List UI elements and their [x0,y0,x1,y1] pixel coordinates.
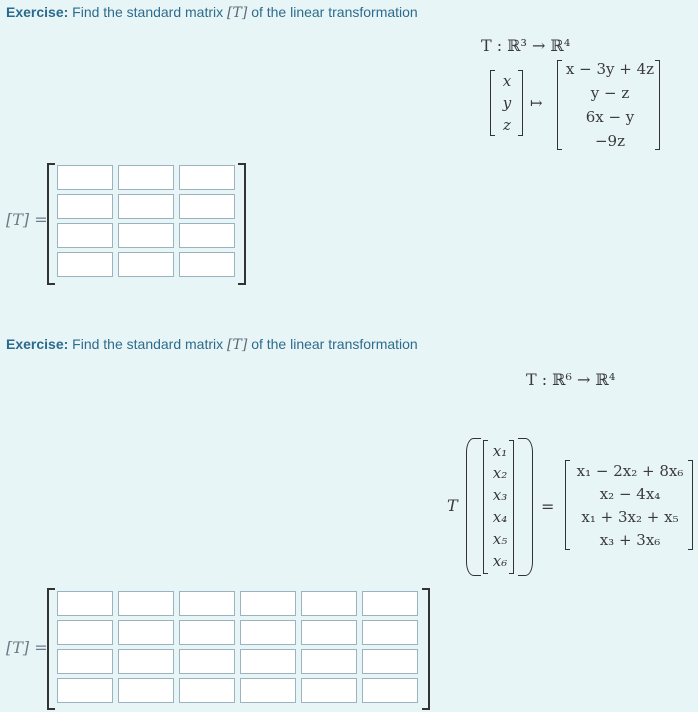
heading-tail: of the linear transformation [251,4,418,20]
vector-entry: z [503,116,511,134]
matrix-entry-input[interactable] [180,224,234,247]
matrix-cell-r2-c3[interactable] [179,194,235,219]
heading-symbol: [T] [227,5,248,21]
vector-entry: x₅ [492,530,508,548]
matrix-entry-input[interactable] [119,195,173,218]
output-vector-1 [560,60,660,150]
bracket-left [490,70,495,136]
matrix-cell-r1-c1[interactable] [57,591,113,616]
matrix-cell-r3-c1[interactable] [57,223,113,248]
matrix-cell-r3-c4[interactable] [240,649,296,674]
equals-sign: = [541,497,555,516]
matrix-cell-r4-c1[interactable] [57,678,113,703]
matrix-cell-r1-c2[interactable] [118,591,174,616]
vector-entry: x₂ − 4x₄ [599,485,661,503]
matrix-entry-input[interactable] [119,679,173,702]
matrix-cell-r4-c3[interactable] [179,252,235,277]
transformation-map-2: T : ℝ⁶ → ℝ⁴ [526,370,616,389]
matrix-cell-r3-c5[interactable] [301,649,357,674]
exercise-label: Exercise: [6,336,69,352]
matrix-cell-r3-c2[interactable] [118,223,174,248]
exercise-label: Exercise: [6,4,69,20]
matrix-entry-input[interactable] [180,650,234,673]
matrix-cell-r1-c5[interactable] [301,591,357,616]
matrix-cell-r3-c2[interactable] [118,649,174,674]
bracket-right [688,460,693,550]
bracket-right [655,60,660,150]
matrix-cell-r4-c2[interactable] [118,678,174,703]
matrix-entry-input[interactable] [302,679,356,702]
matrix-entry-input[interactable] [58,592,112,615]
matrix-cell-r2-c2[interactable] [118,620,174,645]
matrix-entry-input[interactable] [302,650,356,673]
heading-symbol: [T] [227,337,248,353]
matrix-entry-input[interactable] [241,592,295,615]
matrix-cell-r1-c1[interactable] [57,165,113,190]
matrix-cell-r4-c4[interactable] [240,678,296,703]
matrix-cell-r2-c1[interactable] [57,620,113,645]
vector-entry: 6x − y [585,108,635,126]
matrix-entry-input[interactable] [241,679,295,702]
bracket-right [518,70,523,136]
paren-left [466,438,481,576]
matrix-cell-r1-c2[interactable] [118,165,174,190]
vector-entry: x₃ [492,486,508,504]
matrix-entry-input[interactable] [58,679,112,702]
exercise-1-heading [6,4,418,21]
vector-entry: x₆ [492,552,508,570]
matrix-entry-input[interactable] [119,621,173,644]
vector-entry: x₃ + 3x₆ [599,531,661,549]
matrix-entry-input[interactable] [58,195,112,218]
matrix-label-1: [T] = [6,210,48,229]
matrix-cell-r2-c2[interactable] [118,194,174,219]
matrix-entry-input[interactable] [180,166,234,189]
matrix-entry-input[interactable] [58,621,112,644]
vector-entry: x₄ [492,508,508,526]
matrix-bracket-right [238,163,246,285]
matrix-entry-input[interactable] [58,166,112,189]
maps-to-arrow: ↦ [530,94,543,112]
matrix-cell-r4-c6[interactable] [362,678,418,703]
heading-tail: of the linear transformation [251,336,418,352]
matrix-cell-r1-c3[interactable] [179,591,235,616]
matrix-cell-r4-c1[interactable] [57,252,113,277]
matrix-entry-input[interactable] [119,592,173,615]
output-vector-2 [568,460,692,550]
heading-text: Find the standard matrix [72,336,224,352]
matrix-entry-input[interactable] [302,592,356,615]
matrix-cell-r1-c4[interactable] [240,591,296,616]
matrix-cell-r2-c1[interactable] [57,194,113,219]
input-vector-1 [496,70,518,136]
vector-entry: x₁ [492,442,508,460]
matrix-entry-input[interactable] [119,650,173,673]
matrix-entry-input[interactable] [180,592,234,615]
matrix-cell-r1-c6[interactable] [362,591,418,616]
matrix-bracket-left [47,163,55,285]
matrix-entry-input[interactable] [241,621,295,644]
matrix-cell-r3-c3[interactable] [179,649,235,674]
matrix-entry-input[interactable] [58,224,112,247]
matrix-entry-input[interactable] [58,650,112,673]
vector-entry: x₁ + 3x₂ + x₅ [581,508,679,526]
matrix-cell-r3-c3[interactable] [179,223,235,248]
matrix-cell-r2-c4[interactable] [240,620,296,645]
matrix-cell-r4-c2[interactable] [118,252,174,277]
heading-text: Find the standard matrix [72,4,224,20]
matrix-cell-r3-c1[interactable] [57,649,113,674]
matrix-entry-input[interactable] [363,679,417,702]
matrix-entry-input[interactable] [119,253,173,276]
matrix-cell-r4-c3[interactable] [179,678,235,703]
exercise-2-heading [6,336,418,353]
vector-entry: x − 3y + 4z [565,60,655,78]
matrix-bracket-right [422,588,430,710]
matrix-cell-r2-c5[interactable] [301,620,357,645]
matrix-cell-r2-c6[interactable] [362,620,418,645]
matrix-bracket-left [47,588,55,710]
vector-entry: x [502,72,512,90]
transformation-map-1: T : ℝ³ → ℝ⁴ [481,36,571,55]
vector-entry: y − z [590,84,630,102]
paren-right [518,438,533,576]
matrix-entry-input[interactable] [302,621,356,644]
matrix-label-2: [T] = [6,638,48,657]
vector-entry: x₂ [492,464,508,482]
matrix-entry-input[interactable] [58,253,112,276]
matrix-entry-input[interactable] [180,253,234,276]
matrix-entry-input[interactable] [363,621,417,644]
matrix-entry-input[interactable] [180,679,234,702]
vector-entry: −9z [594,132,625,150]
matrix-entry-input[interactable] [241,650,295,673]
matrix-cell-r1-c3[interactable] [179,165,235,190]
bracket-right [509,440,514,574]
matrix-cell-r2-c3[interactable] [179,620,235,645]
matrix-cell-r3-c6[interactable] [362,649,418,674]
matrix-entry-input[interactable] [363,592,417,615]
matrix-entry-input[interactable] [119,166,173,189]
matrix-entry-input[interactable] [119,224,173,247]
matrix-entry-input[interactable] [180,621,234,644]
matrix-entry-input[interactable] [363,650,417,673]
vector-entry: x₁ − 2x₂ + 8x₆ [576,462,684,480]
vector-entry: y [502,94,512,112]
matrix-cell-r4-c5[interactable] [301,678,357,703]
matrix-entry-input[interactable] [180,195,234,218]
T-symbol: T [447,496,458,515]
